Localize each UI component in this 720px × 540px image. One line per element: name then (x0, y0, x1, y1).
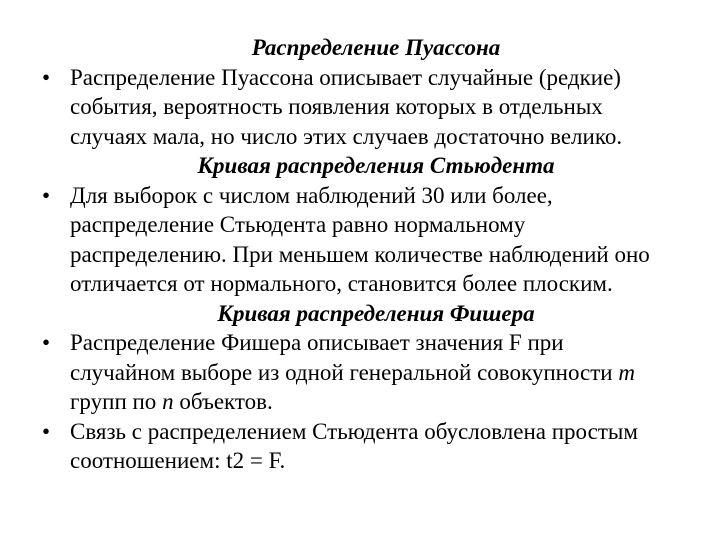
heading-fisher: Кривая распределения Фишера (217, 300, 535, 326)
text-line: распределению. При меньшем количестве наблюдений оно (70, 241, 650, 267)
text-line: распределение Стьюдента равно нормальному (70, 212, 526, 237)
text-line: Для выборок с числом наблюдений 30 или более, (70, 182, 553, 208)
text-line (70, 358, 682, 388)
bullet-marker: • (42, 418, 51, 444)
bullet-text (70, 328, 682, 417)
bullet-text (70, 181, 682, 299)
text-segment: случайном выборе из одной генеральной совокупности (70, 359, 619, 385)
text-line: соотношением: t2 = F. (70, 448, 286, 473)
bullet-poisson (42, 63, 682, 152)
bullet-marker: • (42, 64, 51, 90)
bullet-marker: • (42, 182, 51, 208)
text-line: Распределение Пуассона описывает случайные (редкие) (70, 64, 621, 90)
text-line: события, вероятность появления которых в отдельных (70, 94, 603, 119)
text-line (70, 387, 682, 417)
text-segment: групп по (70, 389, 163, 414)
variable-n: n (162, 389, 174, 414)
variable-m: m (618, 359, 635, 385)
text-segment: объектов. (173, 389, 273, 414)
bullet-student (42, 181, 682, 299)
text-line: Распределение Фишера описывает значения F при (70, 330, 564, 355)
bullet-text (70, 417, 682, 476)
bullet-marker: • (42, 330, 51, 355)
text-line: случаях мала, но число этих случаев достаточно велико. (70, 123, 623, 149)
text-line: отличается от нормального, становится более плоским. (70, 271, 613, 296)
bullet-relation (42, 417, 682, 476)
text-line: Связь с распределением Стьюдента обусловлена простым (70, 418, 638, 444)
bullet-text (70, 63, 682, 152)
heading-poisson: Распределение Пуассона (251, 35, 501, 60)
heading-student: Кривая распределения Стьюдента (197, 153, 555, 178)
slide-content (42, 33, 682, 476)
bullet-fisher (42, 328, 682, 417)
